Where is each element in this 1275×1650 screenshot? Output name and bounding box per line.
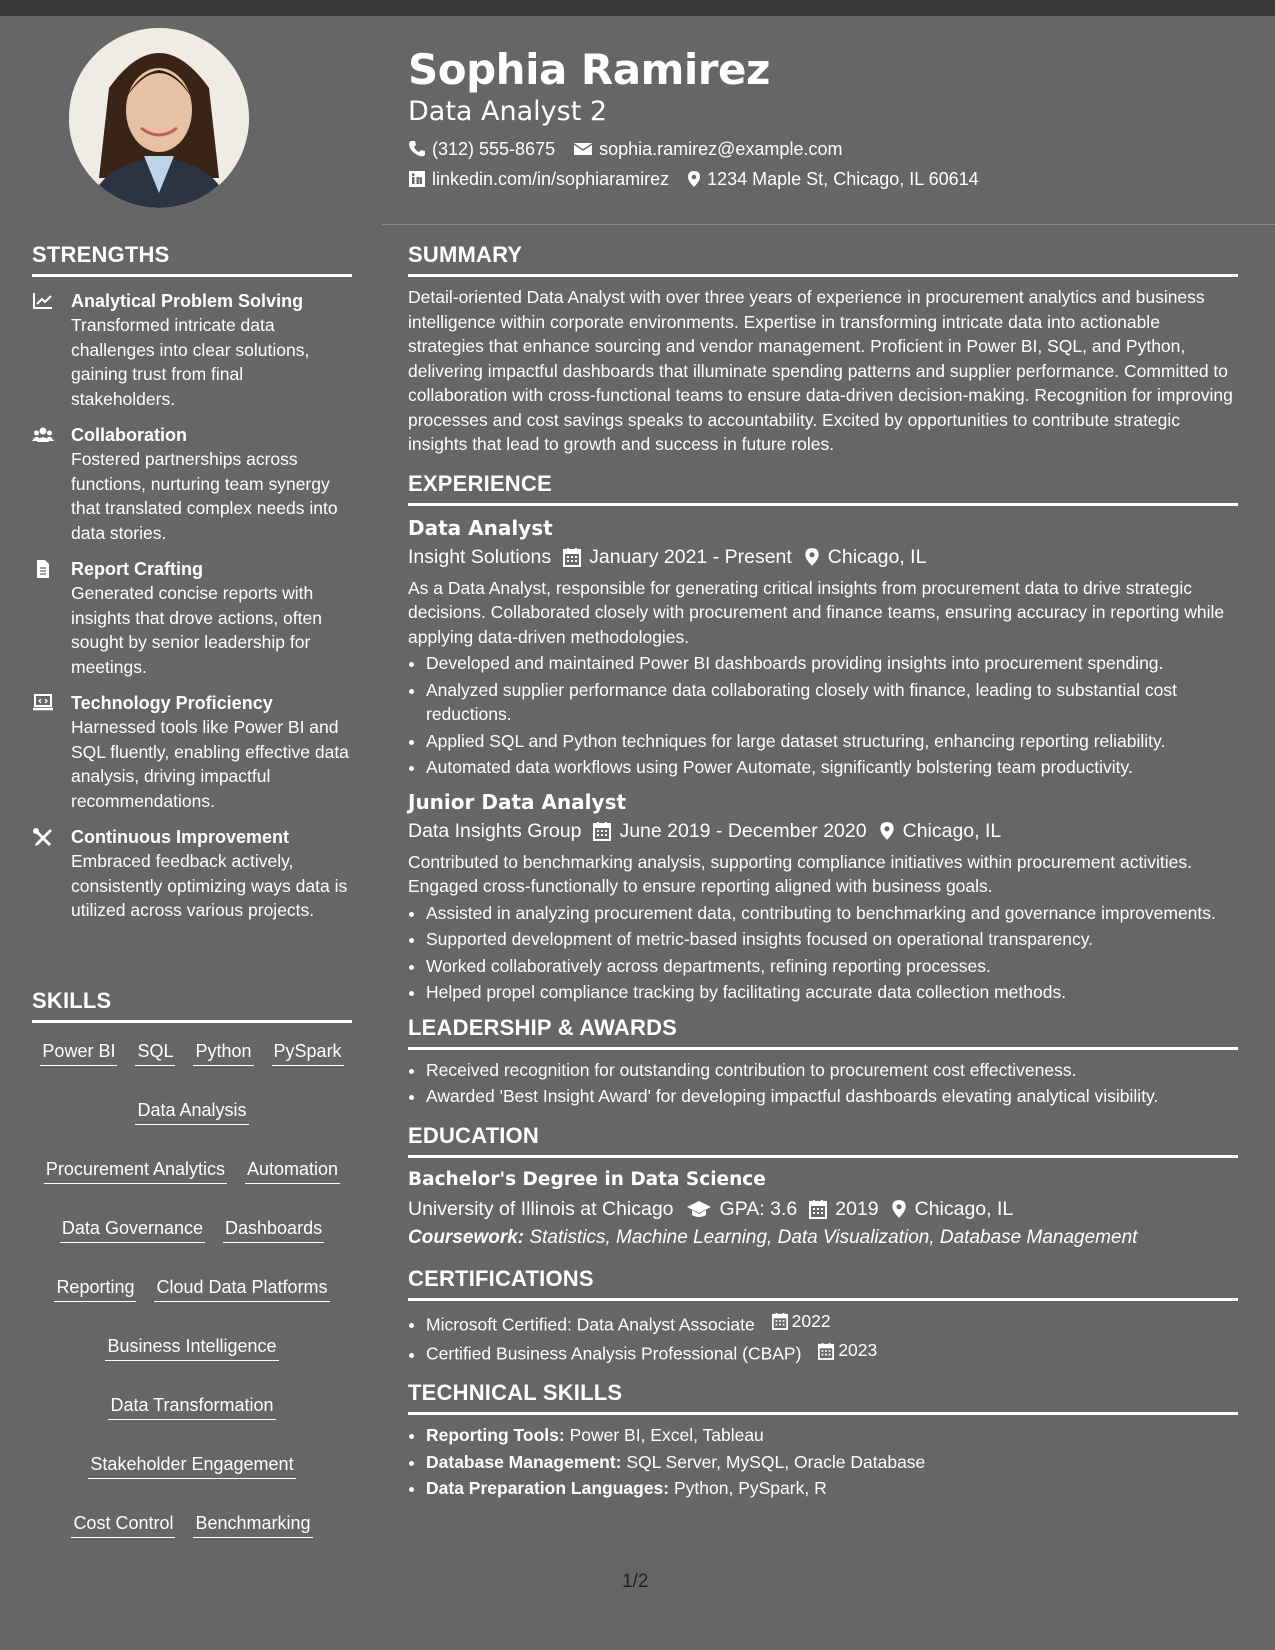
job-bullets [408,651,1238,780]
summary-section [408,242,1238,457]
job-bullet: • Automated data workflows using Power Automate, significantly bolstering team productivity. [426,755,1238,780]
calendar-icon [593,821,611,841]
degree-title: Bachelor's Degree in Data Science [408,1168,766,1190]
strength-desc: Embraced feedback actively, consistently optimizing ways data is utilized across various projects. [71,851,348,920]
certification-item [426,1338,1238,1366]
skills-heading: SKILLS [32,988,352,1023]
strength-item [32,691,352,813]
skill-tag: Data Governance [60,1216,205,1243]
strength-title: Analytical Problem Solving [71,291,304,311]
users-icon [32,425,54,445]
job-location: Chicago, IL [827,545,927,568]
coursework [408,1224,1238,1252]
document-icon [32,559,54,579]
award-bullet: • Awarded 'Best Insight Award' for developing impactful dashboards elevating analytical visibility. [426,1084,1238,1109]
job-bullet: • Applied SQL and Python techniques for large dataset structuring, enhancing reporting reliability. [426,729,1238,754]
contact-row [408,136,1238,162]
graduation-year: 2019 [835,1197,879,1220]
strength-title: Report Crafting [71,559,203,579]
strength-title: Technology Proficiency [71,693,273,713]
graduation-cap-icon [686,1199,712,1219]
map-pin-icon [879,821,895,841]
main-content [408,242,1238,1515]
top-bar [0,0,1275,16]
job-meta [408,816,1238,846]
page-number: 1/2 [622,1571,649,1592]
profile-photo [69,28,249,208]
skill-tag: Reporting [54,1275,136,1302]
skill-tag: Business Intelligence [105,1334,278,1361]
skill-tag: Automation [245,1157,340,1184]
certifications-list [408,1309,1238,1367]
job-bullets [408,901,1238,1005]
education-heading: EDUCATION [408,1123,1238,1158]
job-bullet: • Supported development of metric-based insights focused on operational transparency. [426,927,1238,952]
coursework-text: Statistics, Machine Learning, Data Visualization, Database Management [529,1226,1138,1248]
calendar-icon [809,1199,827,1219]
calendar-icon [563,547,581,567]
certifications-heading: CERTIFICATIONS [408,1266,1238,1301]
linkedin-icon [408,170,426,188]
map-pin-icon [804,547,820,567]
technical-skill-value: Power BI, Excel, Tableau [569,1425,764,1445]
strength-title: Continuous Improvement [71,827,290,847]
job-meta [408,542,1238,572]
strength-desc: Fostered partnerships across functions, nurturing team synergy that translated complex needs into data stories. [71,449,338,543]
leadership-bullets [408,1058,1238,1109]
summary-heading: SUMMARY [408,242,1238,277]
skill-tag: Data Analysis [135,1098,248,1125]
certification-year: 2023 [838,1340,878,1361]
skill-tag: Dashboards [223,1216,324,1243]
contact-row [408,166,1238,192]
skill-tag: Power BI [40,1039,117,1066]
strength-item [32,423,352,545]
strengths-heading: STRENGTHS [32,242,352,277]
job-entry [408,788,1238,1005]
job-bullet: • Developed and maintained Power BI dashboards providing insights into procurement spending. [426,651,1238,676]
education-location: Chicago, IL [914,1197,1014,1220]
technical-skill-item [426,1476,1238,1501]
line-chart-icon [32,291,54,311]
technical-skill-value: Python, PySpark, R [674,1478,827,1498]
certification-year: 2022 [791,1310,831,1331]
strength-item [32,289,352,411]
technical-skill-label: Reporting Tools: [426,1425,565,1445]
technical-skills-list [408,1423,1238,1501]
job-bullet: • Assisted in analyzing procurement data, contributing to benchmarking and governance improvements. [426,901,1238,926]
laptop-code-icon [32,693,54,713]
skills-list [32,1039,352,1538]
strength-desc: Harnessed tools like Power BI and SQL fluently, enabling effective data analysis, driving impactful recommendations. [71,717,349,811]
job-description: As a Data Analyst, responsible for generating critical insights from procurement data to drive strategic decisions. Collaborated closely with procurement and finance teams, ensuring accuracy in reporting while applying data-driven methodologies. [408,577,1225,647]
job-dates: June 2019 - December 2020 [619,819,867,842]
map-pin-icon [891,1199,907,1219]
technical-skill-label: Database Management: [426,1451,622,1472]
technical-skills-heading: TECHNICAL SKILLS [408,1380,1238,1415]
technical-skills-section [408,1380,1238,1501]
certification-name: Certified Business Analysis Professional (CBAP) [426,1343,802,1364]
technical-skill-item [426,1423,1238,1448]
leadership-section [408,1015,1238,1109]
email-text: sophia.ramirez@example.com [599,139,843,159]
technical-skill-value: SQL Server, MySQL, Oracle Database [626,1451,926,1472]
experience-heading: EXPERIENCE [408,471,1238,506]
phone-text: (312) 555-8675 [432,139,556,159]
school-name: University of Illinois at Chicago [408,1197,674,1220]
skill-tag: Cost Control [71,1511,175,1538]
candidate-name: Sophia Ramirez [408,45,770,94]
strength-item [32,825,352,923]
skill-tag: Benchmarking [193,1511,312,1538]
job-bullet: • Analyzed supplier performance data collaborating closely with finance, leading to substantial cost reductions. [426,678,1238,727]
certification-name: Microsoft Certified: Data Analyst Associate [426,1313,755,1334]
strength-item [32,557,352,679]
job-entry [408,514,1238,780]
address-text: 1234 Maple St, Chicago, IL 60614 [707,169,979,189]
envelope-icon [573,141,593,157]
certification-item [426,1309,1238,1337]
award-bullet: • Received recognition for outstanding contribution to procurement cost effectiveness. [426,1058,1238,1083]
job-bullet: • Worked collaboratively across departments, refining reporting processes. [426,954,1238,979]
summary-text: Detail-oriented Data Analyst with over three years of experience in procurement analytics and business intelligence within corporate environments. Expertise in transforming intricate data into actionable strategies that enhance sourcing and vendor management. Proficient in Power BI, SQL, and Python, delivering impactful dashboards that illuminate spending patterns and supplier performance. Committed to collaboration with cross-functional teams to ensure data-driven decision-making. Recognition for improving processes and cost savings speaks to accountability. Excited by opportunities to contribute strategic insights that lead to growth and success in future roles. [408,287,1233,454]
skill-tag: Data Transformation [108,1393,275,1420]
calendar-icon [818,1342,834,1360]
tools-icon [32,827,54,847]
technical-skill-item [426,1450,1238,1475]
header-divider [382,224,1275,225]
job-dates: January 2021 - Present [589,545,792,568]
job-title: Data Analyst [408,515,553,540]
company-name: Data Insights Group [408,819,582,842]
education-meta [408,1194,1238,1224]
education-section [408,1123,1238,1252]
skill-tag: Python [193,1039,253,1066]
certifications-section [408,1266,1238,1367]
skills-section [32,988,352,1538]
skill-tag: Stakeholder Engagement [88,1452,295,1479]
skill-tag: PySpark [272,1039,344,1066]
company-name: Insight Solutions [408,545,552,568]
job-bullet: • Helped propel compliance tracking by facilitating accurate data collection methods. [426,980,1238,1005]
leadership-heading: LEADERSHIP & AWARDS [408,1015,1238,1050]
job-location: Chicago, IL [902,819,1002,842]
experience-section [408,471,1238,1005]
skill-tag: Cloud Data Platforms [154,1275,329,1302]
skill-tag: Procurement Analytics [44,1157,227,1184]
coursework-label: Coursework: [408,1226,525,1248]
gpa-text: GPA: 3.6 [719,1197,798,1220]
job-title: Junior Data Analyst [408,789,627,814]
technical-skill-label: Data Preparation Languages: [426,1478,670,1498]
strength-desc: Generated concise reports with insights that drove actions, often sought by senior leadership for meetings. [71,583,322,677]
candidate-title: Data Analyst 2 [408,96,608,127]
resume-header [408,44,1238,192]
skill-tag: SQL [135,1039,175,1066]
strength-desc: Transformed intricate data challenges into clear solutions, gaining trust from final stakeholders. [71,315,310,409]
map-pin-icon [687,170,701,188]
calendar-icon [772,1312,788,1330]
strengths-section [32,242,352,923]
phone-icon [408,140,426,158]
strength-title: Collaboration [71,425,187,445]
linkedin-text: linkedin.com/in/sophiaramirez [432,169,670,189]
job-description: Contributed to benchmarking analysis, supporting compliance initiatives within procurement activities. Engaged cross-functionally to ensure reporting aligned with business goals. [408,851,1192,896]
